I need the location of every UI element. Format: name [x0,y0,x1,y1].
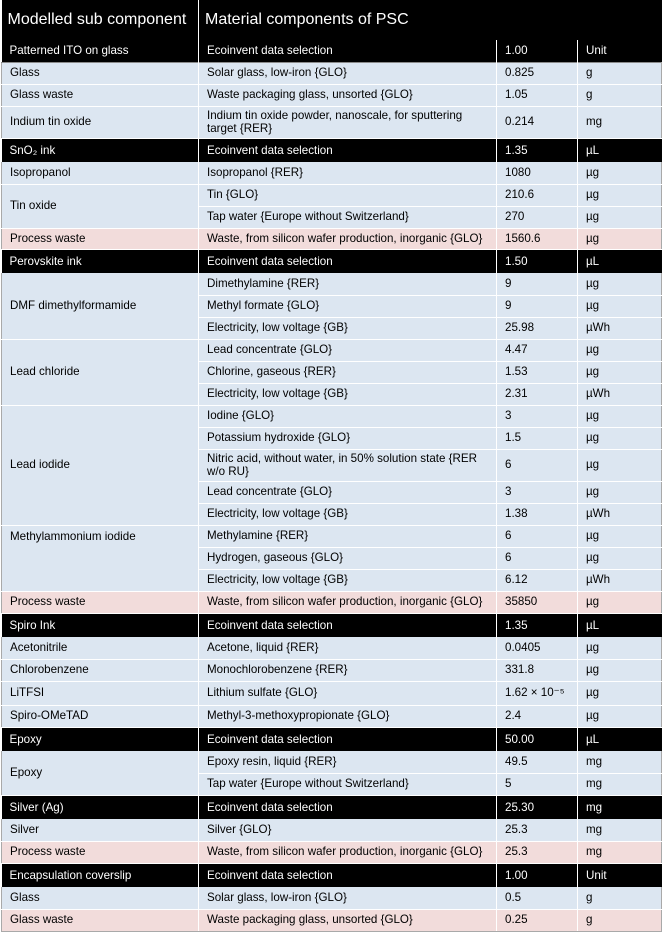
material-cell: Silver {GLO} [199,819,497,841]
sub-component-cell: Process waste [2,228,199,249]
psc-material-table [1,0,662,932]
header-modelled-sub-component: Modelled sub component [2,0,199,40]
material-row [2,637,662,659]
sub-component-cell: Silver [2,819,199,841]
amount-cell: 9 [497,273,578,295]
unit-cell: g [578,62,662,84]
unit-cell: µg [578,273,662,295]
unit-cell: g [578,84,662,106]
unit-cell: µg [578,481,662,503]
section-header-row [2,613,662,637]
amount-cell: 1.50 [497,249,578,273]
amount-cell: 2.31 [497,383,578,405]
material-cell: Waste, from silicon wafer production, inorganic {GLO} [199,228,497,249]
section-header-row [2,863,662,887]
unit-cell: mg [578,841,662,863]
unit-cell: µWh [578,503,662,525]
amount-cell: 6 [497,449,578,481]
amount-cell: 1.05 [497,84,578,106]
unit-cell: g [578,909,662,931]
material-cell: Lead concentrate {GLO} [199,339,497,361]
material-row [2,659,662,681]
material-cell: Ecoinvent data selection [199,138,497,162]
material-cell: Lead concentrate {GLO} [199,481,497,503]
sub-component-cell: Isopropanol [2,162,199,184]
sub-component-cell: Epoxy [2,751,199,795]
material-cell: Dimethylamine {RER} [199,273,497,295]
amount-cell: 5 [497,773,578,795]
material-cell: Electricity, low voltage {GB} [199,317,497,339]
amount-cell: 6 [497,525,578,547]
material-row [2,681,662,705]
material-row [2,62,662,84]
psc-material-table-container [1,0,661,932]
material-cell: Waste, from silicon wafer production, inorganic {GLO} [199,591,497,613]
unit-cell: µg [578,449,662,481]
section-header-row [2,138,662,162]
sub-component-cell: Glass [2,62,199,84]
amount-cell: 1.00 [497,40,578,62]
unit-cell: µg [578,184,662,206]
amount-cell: 9 [497,295,578,317]
section-header-row [2,249,662,273]
amount-cell: 35850 [497,591,578,613]
header-material-components: Material components of PSC [199,0,662,40]
unit-cell: µg [578,705,662,727]
amount-cell: 0.5 [497,887,578,909]
unit-cell: µg [578,405,662,427]
material-row [2,705,662,727]
sub-component-cell: Spiro-OMeTAD [2,705,199,727]
material-cell: Ecoinvent data selection [199,795,497,819]
amount-cell: 0.0405 [497,637,578,659]
sub-component-cell: Epoxy [2,727,199,751]
material-row [2,184,662,206]
material-cell: Iodine {GLO} [199,405,497,427]
material-row [2,339,662,361]
material-cell: Waste, from silicon wafer production, inorganic {GLO} [199,841,497,863]
unit-cell: µg [578,427,662,449]
amount-cell: 1.62 × 10⁻⁵ [497,681,578,705]
unit-cell: µg [578,295,662,317]
material-row [2,819,662,841]
unit-cell: µL [578,613,662,637]
sub-component-cell: Lead iodide [2,405,199,525]
unit-cell: mg [578,773,662,795]
material-cell: Isopropanol {RER} [199,162,497,184]
material-cell: Acetone, liquid {RER} [199,637,497,659]
sub-component-cell: Patterned ITO on glass [2,40,199,62]
unit-cell: µg [578,206,662,228]
material-cell: Ecoinvent data selection [199,727,497,751]
material-cell: Waste packaging glass, unsorted {GLO} [199,909,497,931]
process-waste-row [2,228,662,249]
amount-cell: 4.47 [497,339,578,361]
material-row [2,162,662,184]
material-cell: Waste packaging glass, unsorted {GLO} [199,84,497,106]
unit-cell: Unit [578,863,662,887]
material-cell: Tin {GLO} [199,184,497,206]
material-cell: Methylamine {RER} [199,525,497,547]
sub-component-cell: Process waste [2,841,199,863]
amount-cell: 6 [497,547,578,569]
material-cell: Electricity, low voltage {GB} [199,383,497,405]
amount-cell: 1.00 [497,863,578,887]
unit-cell: µg [578,547,662,569]
amount-cell: 1.35 [497,138,578,162]
sub-component-cell: Spiro Ink [2,613,199,637]
material-row [2,525,662,547]
sub-component-cell: Lead chloride [2,339,199,405]
material-cell: Lithium sulfate {GLO} [199,681,497,705]
material-cell: Ecoinvent data selection [199,40,497,62]
amount-cell: 0.214 [497,106,578,138]
material-row [2,106,662,138]
amount-cell: 0.825 [497,62,578,84]
amount-cell: 25.30 [497,795,578,819]
material-cell: Nitric acid, without water, in 50% solution state {RER w/o RU} [199,449,497,481]
unit-cell: µg [578,162,662,184]
sub-component-cell: Indium tin oxide [2,106,199,138]
sub-component-cell: Methylammonium iodide [2,525,199,591]
sub-component-cell: Encapsulation coverslip [2,863,199,887]
amount-cell: 1.35 [497,613,578,637]
table-head [2,0,662,40]
unit-cell: mg [578,751,662,773]
section-header-row [2,40,662,62]
unit-cell: mg [578,819,662,841]
unit-cell: µWh [578,317,662,339]
material-cell: Chlorine, gaseous {RER} [199,361,497,383]
amount-cell: 331.8 [497,659,578,681]
material-cell: Methyl-3-methoxypropionate {GLO} [199,705,497,727]
unit-cell: mg [578,795,662,819]
sub-component-cell: DMF dimethylformamide [2,273,199,339]
material-row [2,84,662,106]
header-row [2,0,662,40]
sub-component-cell: Tin oxide [2,184,199,228]
amount-cell: 210.6 [497,184,578,206]
section-header-row [2,795,662,819]
material-cell: Solar glass, low-iron {GLO} [199,62,497,84]
sub-component-cell: SnO₂ ink [2,138,199,162]
table-body [2,40,662,931]
sub-component-cell: Glass [2,887,199,909]
material-cell: Tap water {Europe without Switzerland} [199,206,497,228]
unit-cell: µg [578,591,662,613]
material-row [2,405,662,427]
unit-cell: µg [578,228,662,249]
amount-cell: 6.12 [497,569,578,591]
amount-cell: 25.3 [497,819,578,841]
material-row [2,751,662,773]
amount-cell: 3 [497,405,578,427]
material-cell: Ecoinvent data selection [199,613,497,637]
amount-cell: 270 [497,206,578,228]
material-cell: Potassium hydroxide {GLO} [199,427,497,449]
unit-cell: µg [578,659,662,681]
process-waste-row [2,909,662,931]
amount-cell: 49.5 [497,751,578,773]
unit-cell: g [578,887,662,909]
sub-component-cell: LiTFSI [2,681,199,705]
amount-cell: 25.98 [497,317,578,339]
unit-cell: µL [578,727,662,751]
material-cell: Electricity, low voltage {GB} [199,569,497,591]
unit-cell: µL [578,249,662,273]
amount-cell: 1.53 [497,361,578,383]
material-cell: Electricity, low voltage {GB} [199,503,497,525]
unit-cell: µg [578,637,662,659]
unit-cell: µL [578,138,662,162]
amount-cell: 1560.6 [497,228,578,249]
amount-cell: 2.4 [497,705,578,727]
material-cell: Epoxy resin, liquid {RER} [199,751,497,773]
unit-cell: µg [578,339,662,361]
sub-component-cell: Acetonitrile [2,637,199,659]
material-row [2,273,662,295]
unit-cell: µg [578,361,662,383]
section-header-row [2,727,662,751]
unit-cell: µWh [578,569,662,591]
amount-cell: 25.3 [497,841,578,863]
sub-component-cell: Perovskite ink [2,249,199,273]
process-waste-row [2,841,662,863]
process-waste-row [2,591,662,613]
amount-cell: 1080 [497,162,578,184]
material-cell: Monochlorobenzene {RER} [199,659,497,681]
material-row [2,887,662,909]
unit-cell: Unit [578,40,662,62]
sub-component-cell: Chlorobenzene [2,659,199,681]
material-cell: Methyl formate {GLO} [199,295,497,317]
amount-cell: 0.25 [497,909,578,931]
amount-cell: 3 [497,481,578,503]
sub-component-cell: Glass waste [2,84,199,106]
unit-cell: mg [578,106,662,138]
sub-component-cell: Process waste [2,591,199,613]
sub-component-cell: Glass waste [2,909,199,931]
amount-cell: 1.38 [497,503,578,525]
amount-cell: 50.00 [497,727,578,751]
material-cell: Ecoinvent data selection [199,249,497,273]
material-cell: Ecoinvent data selection [199,863,497,887]
unit-cell: µg [578,681,662,705]
amount-cell: 1.5 [497,427,578,449]
material-cell: Tap water {Europe without Switzerland} [199,773,497,795]
material-cell: Indium tin oxide powder, nanoscale, for sputtering target {RER} [199,106,497,138]
unit-cell: µg [578,525,662,547]
unit-cell: µWh [578,383,662,405]
material-cell: Hydrogen, gaseous {GLO} [199,547,497,569]
material-cell: Solar glass, low-iron {GLO} [199,887,497,909]
sub-component-cell: Silver (Ag) [2,795,199,819]
